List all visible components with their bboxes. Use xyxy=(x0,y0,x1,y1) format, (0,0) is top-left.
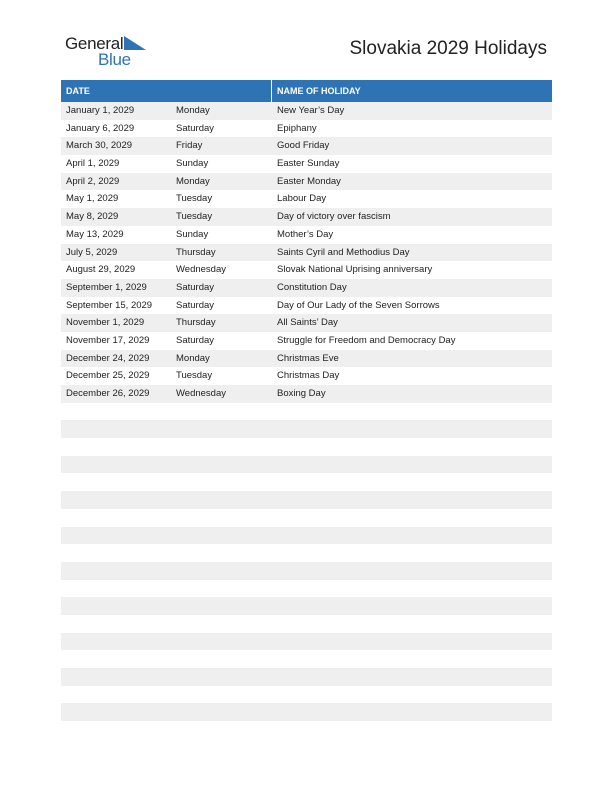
table-row xyxy=(61,633,552,651)
holiday-name: Good Friday xyxy=(277,140,330,152)
holiday-weekday: Monday xyxy=(176,352,210,364)
table-row xyxy=(61,261,552,279)
table-row xyxy=(61,650,552,668)
holiday-weekday: Thursday xyxy=(176,246,216,258)
table-row xyxy=(61,385,552,403)
table-row xyxy=(61,279,552,297)
holiday-name: Christmas Eve xyxy=(277,352,339,364)
holiday-weekday: Saturday xyxy=(176,281,215,293)
holiday-weekday: Tuesday xyxy=(176,370,213,382)
holiday-weekday: Wednesday xyxy=(176,264,226,276)
page-title: Slovakia 2029 Holidays xyxy=(349,38,547,59)
table-row xyxy=(61,297,552,315)
holiday-date: April 2, 2029 xyxy=(66,175,120,187)
table-row xyxy=(61,544,552,562)
holiday-date: August 29, 2029 xyxy=(66,264,136,276)
table-row xyxy=(61,580,552,598)
table-row xyxy=(61,597,552,615)
generalblue-logo xyxy=(65,34,155,68)
holiday-weekday: Saturday xyxy=(176,122,215,134)
holiday-weekday: Sunday xyxy=(176,228,209,240)
holiday-name: Constitution Day xyxy=(277,281,347,293)
holiday-date: September 15, 2029 xyxy=(66,299,153,311)
holiday-date: May 8, 2029 xyxy=(66,211,119,223)
table-row xyxy=(61,491,552,509)
table-row xyxy=(61,438,552,456)
holiday-name: Day of victory over fascism xyxy=(277,211,391,223)
holiday-date: July 5, 2029 xyxy=(66,246,118,258)
table-row xyxy=(61,403,552,421)
holiday-name: Labour Day xyxy=(277,193,327,205)
holiday-date: November 17, 2029 xyxy=(66,334,150,346)
holiday-weekday: Friday xyxy=(176,140,203,152)
table-row xyxy=(61,137,552,155)
table-row xyxy=(61,332,552,350)
table-row xyxy=(61,120,552,138)
table-row xyxy=(61,456,552,474)
holiday-date: November 1, 2029 xyxy=(66,317,145,329)
table-row xyxy=(61,509,552,527)
holiday-name: Mother’s Day xyxy=(277,228,334,240)
header-divider xyxy=(271,80,272,102)
holiday-name: All Saints’ Day xyxy=(277,317,338,329)
table-row xyxy=(61,350,552,368)
table-row xyxy=(61,314,552,332)
holiday-date: December 24, 2029 xyxy=(66,352,150,364)
holiday-weekday: Monday xyxy=(176,105,210,116)
holiday-name: New Year’s Day xyxy=(277,105,345,116)
holiday-name: Easter Sunday xyxy=(277,158,340,170)
table-row xyxy=(61,208,552,226)
table-header xyxy=(61,80,552,102)
holiday-date: January 1, 2029 xyxy=(66,105,135,116)
holiday-weekday: Monday xyxy=(176,175,210,187)
holiday-date: January 6, 2029 xyxy=(66,122,135,134)
logo-general-text: General xyxy=(65,34,124,53)
table-row xyxy=(61,668,552,686)
table-body xyxy=(61,102,552,721)
holiday-weekday: Saturday xyxy=(176,334,215,346)
holiday-name: Epiphany xyxy=(277,122,317,134)
holiday-weekday: Tuesday xyxy=(176,211,213,223)
holiday-name: Saints Cyril and Methodius Day xyxy=(277,246,410,258)
holiday-weekday: Sunday xyxy=(176,158,209,170)
table-row xyxy=(61,473,552,491)
holiday-date: May 13, 2029 xyxy=(66,228,124,240)
holiday-date: March 30, 2029 xyxy=(66,140,133,152)
holiday-table xyxy=(61,80,552,721)
table-row xyxy=(61,615,552,633)
table-row xyxy=(61,155,552,173)
table-row xyxy=(61,226,552,244)
holiday-date: May 1, 2029 xyxy=(66,193,119,205)
holiday-weekday: Tuesday xyxy=(176,193,213,205)
table-row xyxy=(61,102,552,120)
holiday-name: Boxing Day xyxy=(277,388,326,399)
table-row xyxy=(61,420,552,438)
holiday-weekday: Saturday xyxy=(176,299,215,311)
holiday-weekday: Thursday xyxy=(176,317,216,329)
holiday-name: Christmas Day xyxy=(277,370,340,382)
table-row xyxy=(61,527,552,545)
table-row xyxy=(61,562,552,580)
table-row xyxy=(61,703,552,721)
holiday-date: December 26, 2029 xyxy=(66,388,150,399)
header-date: DATE xyxy=(66,86,90,96)
holiday-date: April 1, 2029 xyxy=(66,158,120,170)
table-row xyxy=(61,190,552,208)
table-row xyxy=(61,244,552,262)
holiday-date: September 1, 2029 xyxy=(66,281,147,293)
holiday-name: Day of Our Lady of the Seven Sorrows xyxy=(277,299,440,311)
header-holiday-name: NAME OF HOLIDAY xyxy=(277,86,361,96)
table-row xyxy=(61,686,552,704)
holiday-date: December 25, 2029 xyxy=(66,370,150,382)
table-row xyxy=(61,173,552,191)
table-row xyxy=(61,367,552,385)
logo-triangle-icon xyxy=(124,36,146,50)
holiday-name: Slovak National Uprising anniversary xyxy=(277,264,433,276)
holiday-name: Struggle for Freedom and Democracy Day xyxy=(277,334,456,346)
holiday-weekday: Wednesday xyxy=(176,388,226,399)
holiday-name: Easter Monday xyxy=(277,175,341,187)
logo-blue-text: Blue xyxy=(98,50,131,69)
